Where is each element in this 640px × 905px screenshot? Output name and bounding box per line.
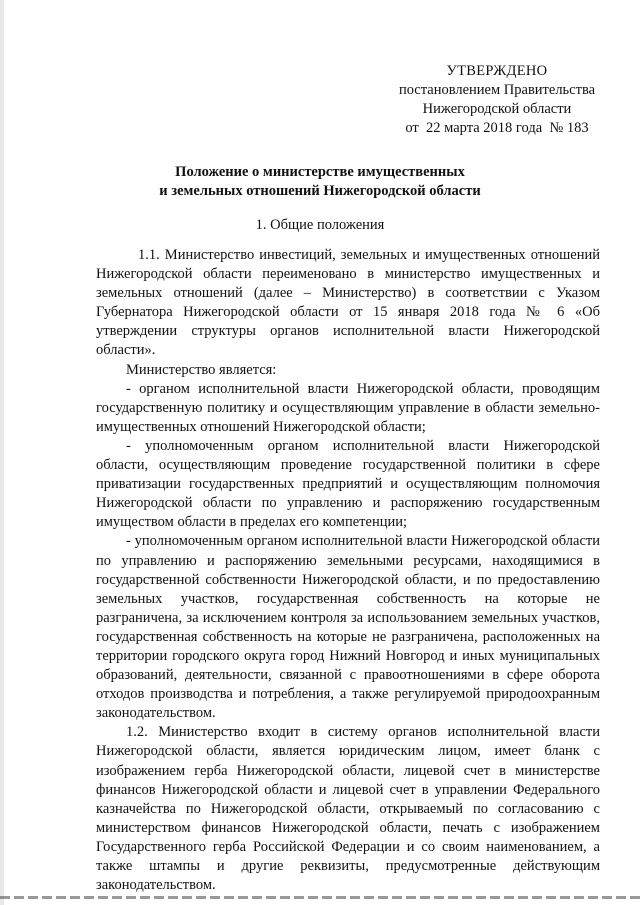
list-item: - уполномоченным органом исполнительной власти Нижегородской области, осуществляющим проведение государственной политики в сфере приватизации государственных предприятий и осуществляющим полномочия Нижегородской области по управлению и распоряжению государственным имуществом области в пределах его компетенции; <box>96 437 600 531</box>
section-heading: 1. Общие положения <box>255 217 385 233</box>
paragraph-intro: Министерство является: <box>126 361 277 378</box>
list-item: - органом исполнительной власти Нижегородской области, проводящим государственную политику и осуществляющим управление в области земельно-имущественных отношений Нижегородской области; <box>96 380 600 435</box>
document-title <box>60 163 580 201</box>
approval-date-line: от 22 марта 2018 года № 183 <box>405 120 589 136</box>
document-title-line: Положение о министерстве имущественных <box>175 164 465 180</box>
scan-bottom-artifact <box>0 896 640 899</box>
approval-heading: УТВЕРЖДЕНО <box>446 63 548 79</box>
approval-block <box>382 62 612 138</box>
paragraph-1-2: 1.2. Министерство входит в систему органов исполнительной власти Нижегородской области, является юридическим лицом, имеет бланк с изображением герба Нижегородской области, лицевой счет в министерстве финансов Нижегородской области и лицевой счет в управлении Федерального казначейства по Нижегородской области, открываемый по согласованию с министерством финансов Нижегородской области, печать с изображением Государственного герба Российской Федерации и со своим наименованием, а также штампы и другие реквизиты, предусмотренные действующим законодательством. <box>96 724 600 894</box>
scan-edge <box>0 0 4 905</box>
list-item: - уполномоченным органом исполнительной власти Нижегородской области по управлению и распоряжению земельными ресурсами, находящимися в государственной собственности Нижегородской области, и по предоставлению земельных участков, государственная собственность на которые не разграничена, за исключением контроля за использованием земельных участков, государственная собственность на которые не разграничена, расположенных на территории городского округа город Нижний Новгород и иных муниципальных образований, деятельности, связанной с правоотношениями в сфере оборота отходов производства и потребления, а также регулируемой природоохранным законодательством. <box>96 533 600 722</box>
document-body <box>96 246 600 895</box>
approval-line: Нижегородской области <box>422 101 572 117</box>
paragraph-1-1: 1.1. Министерство инвестиций, земельных и имущественных отношений Нижегородской области переименовано в министерство имущественных и земельных отношений (далее – Министерство) в соответствии с Указом Губернатора Нижегородской области от 15 января 2018 года № 6 «Об утверждении структуры органов исполнительной власти Нижегородской области». <box>96 247 600 359</box>
document-title-line: и земельных отношений Нижегородской области <box>159 183 481 199</box>
approval-line: постановлением Правительства <box>398 82 596 98</box>
